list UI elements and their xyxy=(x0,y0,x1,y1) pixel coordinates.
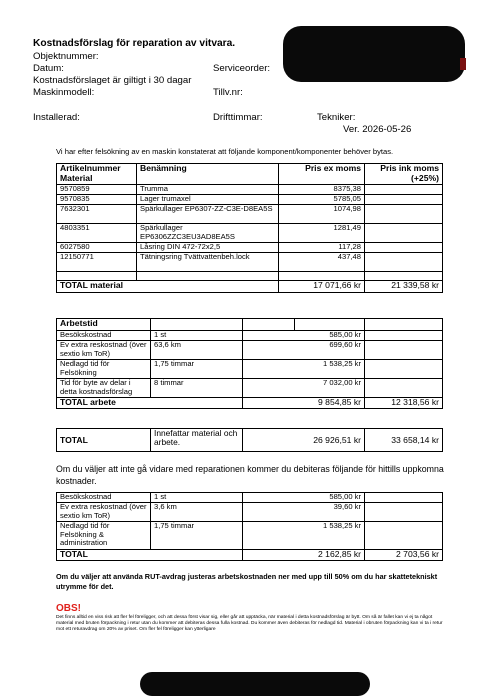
installed-label: Installerad: xyxy=(33,112,80,123)
obs-text: Det finns alltid en viss risk att fler fel föreligger, och att dessa först visar sig, eller går att upptäcka, när material i detta kostnadsförslag är bytt. Om så är fallet kan vi ej ta något material med bruten förpackning i retur utan du kommer att debiteras dessa fulla kostnad. Du kommer även debiteras för nedlagd tid. Material i obruten förpackning kan vi ta i retur mot ett returavdrag om 20% av priset. Om fler fel föreligger kan ytterligare xyxy=(56,615,443,633)
intro-text: Vi har efter felsökning av en maskin konstaterat att följande komponent/komponenter behöver bytas. xyxy=(56,147,394,156)
article-number: 12150771 xyxy=(57,253,137,272)
table-row xyxy=(57,522,443,550)
material-total-row xyxy=(57,281,443,293)
decline-qty: 3,6 km xyxy=(151,503,243,522)
decline-total-ex: 2 162,85 kr xyxy=(243,550,365,561)
decline-price-inc xyxy=(365,493,443,503)
decline-intro-text: Om du väljer att inte gå vidare med reparationen kommer du debiteras följande för hittills uppkomna kostnader. xyxy=(56,464,444,486)
material-total-inc: 21 339,58 kr xyxy=(365,281,443,293)
grand-total-ex: 26 926,51 kr xyxy=(243,429,365,452)
grand-total-inc: 33 658,14 kr xyxy=(365,429,443,452)
labor-total-label: TOTAL arbete xyxy=(57,398,243,409)
price-ex: 1281,49 xyxy=(279,224,365,243)
price-ex: 117,28 xyxy=(279,243,365,253)
part-name: Låsring DIN 472-72x2,5 xyxy=(137,243,279,253)
article-number: 9570835 xyxy=(57,195,137,205)
labor-total-row xyxy=(57,398,443,409)
table-row xyxy=(57,205,443,224)
labor-header: Arbetstid xyxy=(57,319,151,331)
document-title: Kostnadsförslag för reparation av vitvara. xyxy=(33,38,236,49)
part-name: Lager trumaxel xyxy=(137,195,279,205)
col-price-ex-header: Pris ex moms xyxy=(279,164,365,185)
decline-item: Ev extra reskostnad (över sextio km ToR) xyxy=(57,503,151,522)
decline-item: Nedlagd tid för Felsökning & administration xyxy=(57,522,151,550)
labor-price-inc xyxy=(365,360,443,379)
version-text: Ver. 2026-05-26 xyxy=(343,124,412,135)
table-row xyxy=(57,493,443,503)
article-number: 9570859 xyxy=(57,185,137,195)
table-row xyxy=(57,360,443,379)
labor-price-inc xyxy=(365,331,443,341)
table-row xyxy=(57,379,443,398)
labor-total-ex: 9 854,85 kr xyxy=(243,398,365,409)
parts-header-row xyxy=(57,164,443,185)
article-number: 6027580 xyxy=(57,243,137,253)
decline-total-label: TOTAL xyxy=(57,550,243,561)
col-article-header: Artikelnummer Material xyxy=(57,164,137,185)
labor-item: Ev extra reskostnad (över sextio km ToR) xyxy=(57,341,151,360)
material-total-label: TOTAL material xyxy=(57,281,279,293)
service-order-label: Serviceorder: xyxy=(213,63,271,74)
part-name: Tätningsring Tvättvattenbeh.lock xyxy=(137,253,279,272)
redacted-logo-block xyxy=(283,26,465,82)
decline-price-inc xyxy=(365,503,443,522)
labor-item: Tid för byte av delar i detta kostnadsförslag xyxy=(57,379,151,398)
labor-qty: 8 timmar xyxy=(151,379,243,398)
table-row xyxy=(57,185,443,195)
labor-total-inc: 12 318,56 kr xyxy=(365,398,443,409)
grand-total-note: Innefattar material och arbete. xyxy=(151,429,243,452)
decline-total-row xyxy=(57,550,443,561)
labor-header-row xyxy=(57,319,443,331)
labor-price-inc xyxy=(365,341,443,360)
article-number: 7632301 xyxy=(57,205,137,224)
grand-total-table xyxy=(56,428,443,452)
machine-model-label: Maskinmodell: xyxy=(33,87,95,98)
labor-item: Besökskostnad xyxy=(57,331,151,341)
decline-price-ex: 1 538,25 kr xyxy=(243,522,365,550)
labor-qty: 63,6 km xyxy=(151,341,243,360)
part-name: Spärkullager EP6307-ZZ-C3E-D8EA5S xyxy=(137,205,279,224)
decline-total-inc: 2 703,56 kr xyxy=(365,550,443,561)
col-name-header: Benämning xyxy=(137,164,279,185)
price-inc xyxy=(365,185,443,195)
table-row xyxy=(57,341,443,360)
labor-qty: 1 st xyxy=(151,331,243,341)
table-row xyxy=(57,503,443,522)
decline-item: Besökskostnad xyxy=(57,493,151,503)
price-inc xyxy=(365,253,443,272)
price-ex: 437,48 xyxy=(279,253,365,272)
table-row xyxy=(57,195,443,205)
grand-total-row xyxy=(57,429,443,452)
labor-price-ex: 585,00 kr xyxy=(243,331,365,341)
col-price-inc-header: Pris ink moms (+25%) xyxy=(365,164,443,185)
labor-price-ex: 1 538,25 kr xyxy=(243,360,365,379)
empty-row xyxy=(57,272,443,281)
price-ex: 5785,05 xyxy=(279,195,365,205)
labor-price-ex: 7 032,00 kr xyxy=(243,379,365,398)
price-inc xyxy=(365,243,443,253)
grand-total-label: TOTAL xyxy=(57,429,151,452)
parts-table xyxy=(56,163,443,293)
labor-price-inc xyxy=(365,379,443,398)
labor-qty: 1,75 timmar xyxy=(151,360,243,379)
labor-table xyxy=(56,318,443,409)
price-inc xyxy=(365,224,443,243)
table-row xyxy=(57,243,443,253)
validity-text: Kostnadsförslaget är giltigt i 30 dagar xyxy=(33,75,192,86)
decline-cost-table xyxy=(56,492,443,561)
table-row xyxy=(57,224,443,243)
price-ex: 8375,38 xyxy=(279,185,365,195)
decline-price-inc xyxy=(365,522,443,550)
material-total-ex: 17 071,66 kr xyxy=(279,281,365,293)
table-row xyxy=(57,253,443,272)
table-row xyxy=(57,331,443,341)
object-number-label: Objektnummer: xyxy=(33,51,99,62)
decline-price-ex: 585,00 kr xyxy=(243,493,365,503)
price-inc xyxy=(365,205,443,224)
labor-item: Nedlagd tid för Felsökning xyxy=(57,360,151,379)
decline-qty: 1 st xyxy=(151,493,243,503)
decline-qty: 1,75 timmar xyxy=(151,522,243,550)
redacted-footer-block xyxy=(140,672,370,696)
labor-price-ex: 699,60 kr xyxy=(243,341,365,360)
rut-note: Om du väljer att använda RUT-avdrag justeras arbetskostnaden ner med upp till 50% om du har skattetekniskt utrymme för det. xyxy=(56,572,438,591)
date-label: Datum: xyxy=(33,63,64,74)
part-name: Spärkullager EP6306ZZC3EU3AD8EA5S xyxy=(137,224,279,243)
price-ex: 1074,98 xyxy=(279,205,365,224)
redaction-red-mark xyxy=(460,58,466,70)
price-inc xyxy=(365,195,443,205)
technician-label: Tekniker: xyxy=(317,112,356,123)
manufacturer-number-label: Tillv.nr: xyxy=(213,87,243,98)
operating-hours-label: Drifttimmar: xyxy=(213,112,263,123)
article-number: 4803351 xyxy=(57,224,137,243)
part-name: Trumma xyxy=(137,185,279,195)
decline-price-ex: 39,60 kr xyxy=(243,503,365,522)
obs-heading: OBS! xyxy=(56,603,81,614)
